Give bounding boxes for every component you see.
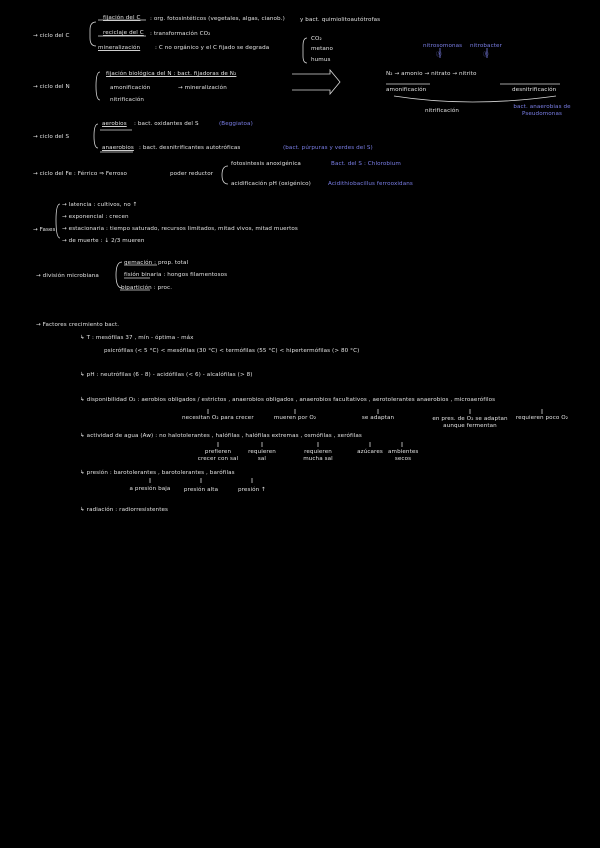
iron-branch1: fotosintesis anoxigénica bbox=[231, 161, 301, 167]
sulfur-aerobios-desc: : bact. oxidantes del S bbox=[134, 121, 199, 127]
nitrogen-cycle-label: → ciclo del N bbox=[33, 84, 70, 90]
nitrosomonas-circle: Ⓐ bbox=[436, 52, 442, 58]
carbon-mineralizacion: mineralización bbox=[98, 45, 141, 51]
nitrogen-nitrificacion-bottom: nitrificación bbox=[425, 108, 460, 114]
carbon-product-humus: humus bbox=[311, 57, 331, 63]
oxygen-sub: necesitan O₂ para crecer bbox=[182, 415, 254, 421]
factor-water-activity: ↳ actividad de agua (Aw) : no halotolerantes , halófilas , halófilas extremas , osmófilas , xerófilas bbox=[80, 433, 362, 439]
nitrogen-cycle-line: N₂ → amonio → nitrato → nitrito bbox=[386, 71, 477, 77]
water-sub: azúcares bbox=[357, 449, 383, 455]
nitrogen-anaerobios-note: bact. anaerobias de Pseudomonas bbox=[513, 104, 571, 118]
carbon-cycle-label: → ciclo del C bbox=[33, 33, 70, 39]
factor-radiation: ↳ radiación : radiorresistentes bbox=[80, 507, 169, 513]
nitrogen-amonificacion: amonificación bbox=[110, 85, 151, 91]
carbon-fijacion-desc: : org. fotosintéticos (vegetales, algas, cianob.) bbox=[150, 16, 285, 22]
iron-poder: poder reductor bbox=[170, 171, 214, 177]
water-sub: prefieren crecer con sal bbox=[197, 449, 239, 463]
division-item: fisión binaria : hongos filamentosos bbox=[124, 272, 228, 278]
carbon-fijacion-desc2: y bact. quimiolitoautótrofas bbox=[300, 17, 381, 23]
nitrogen-nitrificacion: nitrificación bbox=[110, 97, 145, 103]
carbon-product-co2: CO₂ bbox=[311, 36, 322, 42]
sulfur-cycle-label: → ciclo del S bbox=[33, 134, 70, 140]
nitrosomonas-label: nitrosomonas bbox=[423, 43, 463, 49]
oxygen-sub: en pres. de O₂ se adaptan aunque fermentan bbox=[432, 416, 508, 430]
pressure-sub: presión ↑ bbox=[238, 487, 266, 493]
nitrogen-amonificacion2: amonificación bbox=[386, 87, 427, 93]
carbon-reciclaje-desc: : transformación CO₂ bbox=[150, 31, 211, 37]
carbon-mineralizacion-desc: : C no orgánico y el C fijado se degrada bbox=[155, 45, 270, 51]
division-item: bipartición : proc. bbox=[121, 285, 173, 291]
nitrobacter-label: nitrobacter bbox=[470, 43, 502, 49]
oxygen-sub: se adaptan bbox=[361, 415, 395, 421]
sulfur-aerobios: aerobios bbox=[102, 121, 127, 127]
phases-label: → Fases bbox=[33, 227, 56, 233]
carbon-reciclaje: reciclaje del C bbox=[103, 30, 144, 36]
phase-item: → exponencial : crecen bbox=[62, 214, 129, 220]
oxygen-sub: requieren poco O₂ bbox=[515, 415, 569, 421]
iron-cycle-label: → ciclo del Fe : Férrico ⇒ Ferroso bbox=[33, 171, 128, 177]
carbon-fijacion: fijación del C bbox=[103, 15, 141, 21]
sulfur-aerobios-note: (Beggiatoa) bbox=[219, 121, 253, 127]
nitrogen-amonificacion-note: → mineralización bbox=[178, 85, 227, 91]
factor-pressure: ↳ presión : barotolerantes , barotolerantes , barófilas bbox=[80, 470, 235, 476]
iron-branch2: acidificación pH (oxigénico) bbox=[231, 181, 311, 187]
sulfur-anaerobios-note: (bact. púrpuras y verdes del S) bbox=[283, 145, 373, 151]
phase-item: → de muerte : ↓ 2/3 mueren bbox=[62, 238, 145, 244]
phase-item: → latencia : cultivos, no ↑ bbox=[62, 202, 138, 208]
factor-temperature-line: psicrófilas (< 5 °C) < mesófilas (30 °C) < termófilas (55 °C) < hipertermófilas (> 80 °C) bbox=[104, 348, 360, 354]
factor-temperature: ↳ T : mesófilas 37 , mín - óptima - máx bbox=[80, 335, 194, 341]
nitrogen-desnitrificacion: desnitrificación bbox=[512, 87, 557, 93]
pressure-sub: presión alta bbox=[183, 487, 219, 493]
phase-item: → estacionaria : tiempo saturado, recursos limitados, mitad vivos, mitad muertos bbox=[62, 226, 298, 232]
factor-ph: ↳ pH : neutrófilas (6 - 8) - acidófilas (< 6) - alcalófilas (> 8) bbox=[80, 372, 253, 378]
iron-branch1-note: Bact. del S : Chlorobium bbox=[331, 161, 401, 167]
water-sub: requieren sal bbox=[248, 449, 276, 463]
carbon-product-metano: metano bbox=[311, 46, 334, 52]
pressure-sub: a presión baja bbox=[129, 486, 171, 492]
sulfur-anaerobios: anaerobios bbox=[102, 145, 134, 151]
factor-oxygen: ↳ disponibilidad O₂ : aerobios obligados / estrictos , anaerobios obligados , anaerobios facultativos , aerotolerantes anaerobios , microaerófilos bbox=[80, 397, 496, 403]
oxygen-sub: mueren por O₂ bbox=[273, 415, 317, 421]
nitrogen-fijacion: fijación biológica del N : bact. fijadoras de N₂ bbox=[106, 71, 237, 77]
factors-title: → Factores crecimiento bact. bbox=[36, 322, 120, 328]
division-item: gemación : prop. total bbox=[124, 260, 189, 266]
nitrobacter-circle: Ⓑ bbox=[483, 52, 489, 58]
sulfur-anaerobios-desc: : bact. desnitrificantes autotróficas bbox=[139, 145, 241, 151]
division-label: → división microbiana bbox=[36, 273, 99, 279]
water-sub: ambientes secos bbox=[388, 449, 419, 463]
water-sub: requieren mucha sal bbox=[303, 449, 333, 463]
iron-branch2-note: Acidithiobacillus ferrooxidans bbox=[328, 181, 413, 187]
